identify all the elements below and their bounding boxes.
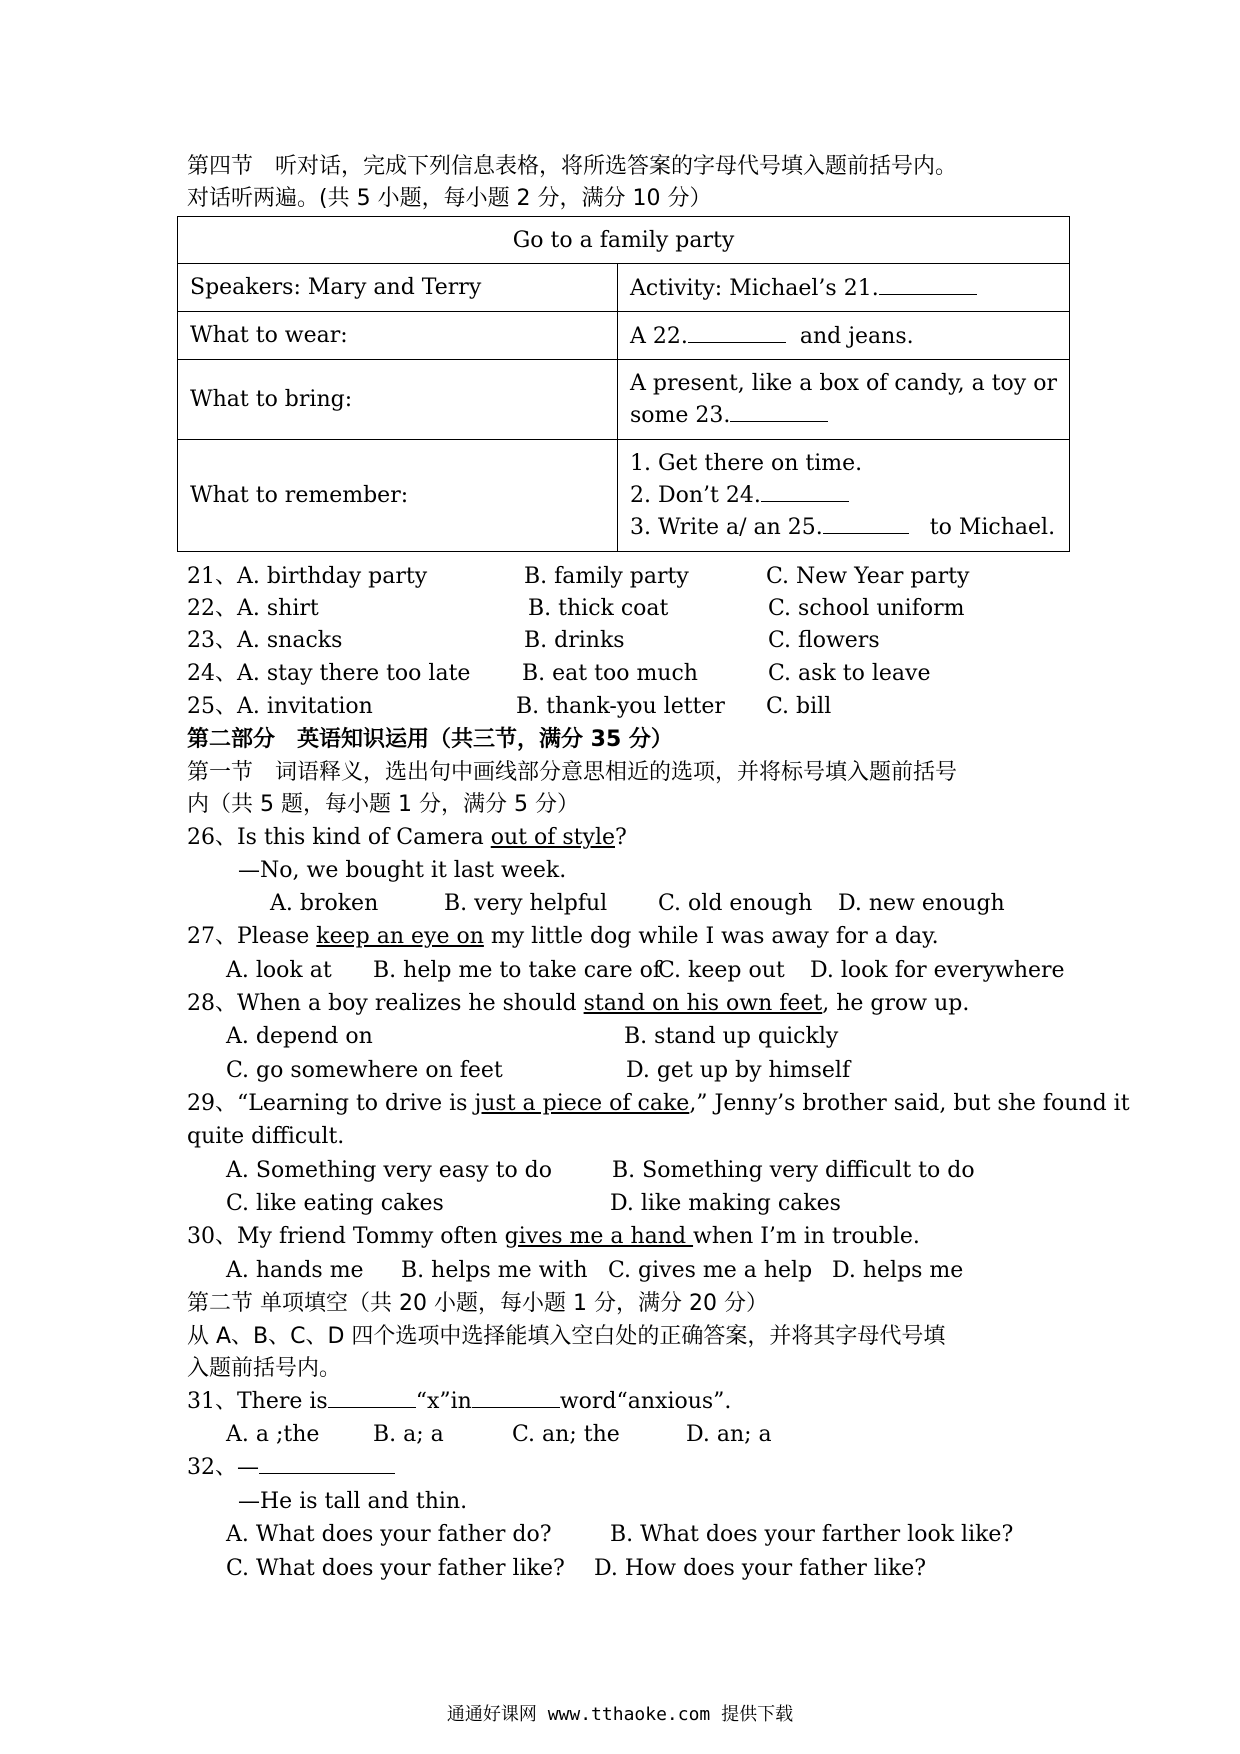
answer-blank-23[interactable]: [730, 401, 828, 422]
answer-blank-25[interactable]: [823, 513, 909, 534]
q32-reply: —He is tall and thin.: [238, 1489, 468, 1514]
speakers-cell: Speakers: Mary and Terry: [178, 264, 618, 312]
q31-option-a: A. a ;the: [226, 1422, 320, 1447]
question-28: [187, 989, 969, 1019]
q27-option-d: D. look for everywhere: [810, 958, 1065, 983]
q30-option-c: C. gives me a help: [608, 1258, 813, 1283]
q30-option-a: A. hands me: [226, 1258, 364, 1283]
q27-option-a: A. look at: [226, 958, 332, 983]
option-22-c: C. school uniform: [768, 596, 965, 621]
option-24-a: 24、A. stay there too late: [187, 661, 471, 686]
q32-option-d: D. How does your father like?: [594, 1556, 927, 1581]
part2-sec1-line1: 第一节 词语释义，选出句中画线部分意思相近的选项，并将标号填入题前括号: [187, 760, 958, 785]
q31-option-b: B. a; a: [373, 1422, 444, 1447]
answer-blank-21[interactable]: [879, 274, 977, 295]
q28-option-c: C. go somewhere on feet: [226, 1058, 503, 1083]
page-footer: 通通好课网 www.tthaoke.com 提供下载: [446, 1704, 794, 1725]
option-21-b: B. family party: [524, 564, 689, 589]
q27-text-pre: 27、Please: [187, 924, 317, 949]
option-25-c: C. bill: [766, 694, 832, 719]
bring-line2-wrap: [630, 400, 1057, 432]
q28-text-pre: 28、When a boy realizes he should: [187, 991, 584, 1016]
option-23-b: B. drinks: [524, 628, 625, 653]
question-27: [187, 922, 939, 952]
part2-title: 第二部分 英语知识运用（共三节，满分 35 分）: [187, 727, 673, 752]
sec2-line2: 入题前括号内。: [187, 1356, 342, 1381]
option-25-b: B. thank-you letter: [516, 694, 725, 719]
option-24-c: C. ask to leave: [768, 661, 931, 686]
info-table: [177, 216, 1070, 552]
remember-label: What to remember:: [178, 440, 618, 552]
question-29: [187, 1089, 1130, 1119]
bring-line2: some 23.: [629, 402, 731, 428]
q28-option-b: B. stand up quickly: [624, 1024, 839, 1049]
q29-text-post: ,” Jenny’s brother said, but she found it: [689, 1091, 1130, 1116]
q31-blank-2[interactable]: [472, 1387, 560, 1408]
q31-option-c: C. an; the: [512, 1422, 620, 1447]
q29-option-b: B. Something very difficult to do: [612, 1158, 975, 1183]
activity-text: Activity: Michael’s 21.: [629, 276, 879, 301]
q26-reply: —No, we bought it last week.: [238, 858, 567, 883]
answer-blank-22[interactable]: [688, 322, 786, 343]
q27-underlined: keep an eye on: [316, 924, 484, 949]
bring-line1: A present, like a box of candy, a toy or: [629, 370, 1057, 396]
remember-line2-wrap: [630, 480, 1057, 512]
q26-option-b: B. very helpful: [444, 891, 608, 916]
q31-blank-1[interactable]: [328, 1387, 416, 1408]
q29-underlined: just a piece of cake: [474, 1091, 690, 1116]
q30-text-post: when I’m in trouble.: [693, 1224, 920, 1249]
q29-text-pre: 29、“Learning to drive is: [187, 1091, 475, 1116]
q29-option-a: A. Something very easy to do: [226, 1158, 553, 1183]
q26-option-d: D. new enough: [838, 891, 1005, 916]
q31-text-mid: “x”in: [415, 1389, 472, 1414]
q27-option-b: B. help me to take care of: [373, 958, 662, 983]
remember-line3-wrap: [630, 512, 1057, 544]
part2-sec1-line2: 内（共 5 题，每小题 1 分，满分 5 分）: [187, 792, 579, 817]
q31-text-post: word“anxious”.: [559, 1389, 732, 1414]
remember-line3-pre: 3. Write a/ an 25.: [629, 514, 823, 540]
wear-text-pre: A 22.: [629, 324, 688, 349]
option-23-c: C. flowers: [768, 628, 880, 653]
remember-cell: [617, 440, 1069, 552]
q32-blank[interactable]: [259, 1453, 395, 1474]
remember-line1: 1. Get there on time.: [629, 450, 863, 476]
option-23-a: 23、A. snacks: [187, 628, 343, 653]
option-21-a: 21、A. birthday party: [187, 564, 428, 589]
option-24-b: B. eat too much: [522, 661, 698, 686]
sec2-line1: 从 A、B、C、D 四个选项中选择能填入空白处的正确答案，并将其字母代号填: [187, 1324, 946, 1349]
q31-text-pre: 31、There is: [187, 1389, 328, 1414]
q29-line2: quite difficult.: [187, 1124, 345, 1149]
option-25-a: 25、A. invitation: [187, 694, 373, 719]
q30-option-b: B. helps me with: [401, 1258, 588, 1283]
q32-option-c: C. What does your father like?: [226, 1556, 565, 1581]
q31-option-d: D. an; a: [686, 1422, 772, 1447]
option-21-c: C. New Year party: [766, 564, 970, 589]
sec2-title: 第二节 单项填空（共 20 小题，每小题 1 分，满分 20 分）: [187, 1291, 768, 1316]
remember-line2: 2. Don’t 24.: [629, 482, 761, 508]
q28-option-a: A. depend on: [226, 1024, 373, 1049]
q27-text-post: my little dog while I was away for a day.: [483, 924, 939, 949]
q30-underlined: gives me a hand: [504, 1224, 694, 1249]
q29-option-d: D. like making cakes: [610, 1191, 841, 1216]
question-30: [187, 1222, 920, 1252]
section4-title-line2: 对话听两遍。(共 5 小题，每小题 2 分，满分 10 分）: [187, 186, 712, 211]
q32-option-a: A. What does your father do?: [226, 1522, 552, 1547]
wear-cell: [617, 312, 1069, 360]
q29-option-c: C. like eating cakes: [226, 1191, 444, 1216]
q32-text-pre: 32、—: [187, 1455, 259, 1480]
q32-option-b: B. What does your farther look like?: [610, 1522, 1014, 1547]
option-22-a: 22、A. shirt: [187, 596, 319, 621]
bring-label: What to bring:: [178, 360, 618, 440]
section4-title-line1: 第四节 听对话，完成下列信息表格，将所选答案的字母代号填入题前括号内。: [187, 154, 958, 179]
q28-option-d: D. get up by himself: [626, 1058, 851, 1083]
q26-text-pre: 26、Is this kind of Camera: [187, 825, 491, 850]
question-26: [187, 823, 627, 853]
bring-cell: [617, 360, 1069, 440]
q30-text-pre: 30、My friend Tommy often: [187, 1224, 505, 1249]
answer-blank-24[interactable]: [761, 481, 849, 502]
q28-underlined: stand on his own feet: [583, 991, 823, 1016]
q26-option-a: A. broken: [270, 891, 379, 916]
q26-option-c: C. old enough: [658, 891, 813, 916]
q28-text-post: , he grow up.: [822, 991, 970, 1016]
table-header: Go to a family party: [178, 217, 1070, 264]
wear-label: What to wear:: [178, 312, 618, 360]
q30-option-d: D. helps me: [832, 1258, 964, 1283]
question-32: [187, 1453, 395, 1483]
remember-line3-post: to Michael.: [929, 514, 1056, 540]
activity-cell: [617, 264, 1069, 312]
wear-text-post: and jeans.: [799, 324, 914, 349]
q27-option-c: C. keep out: [658, 958, 785, 983]
q26-text-post: ?: [615, 825, 627, 850]
question-31: [187, 1387, 731, 1417]
q26-underlined: out of style: [490, 825, 615, 850]
option-22-b: B. thick coat: [528, 596, 669, 621]
